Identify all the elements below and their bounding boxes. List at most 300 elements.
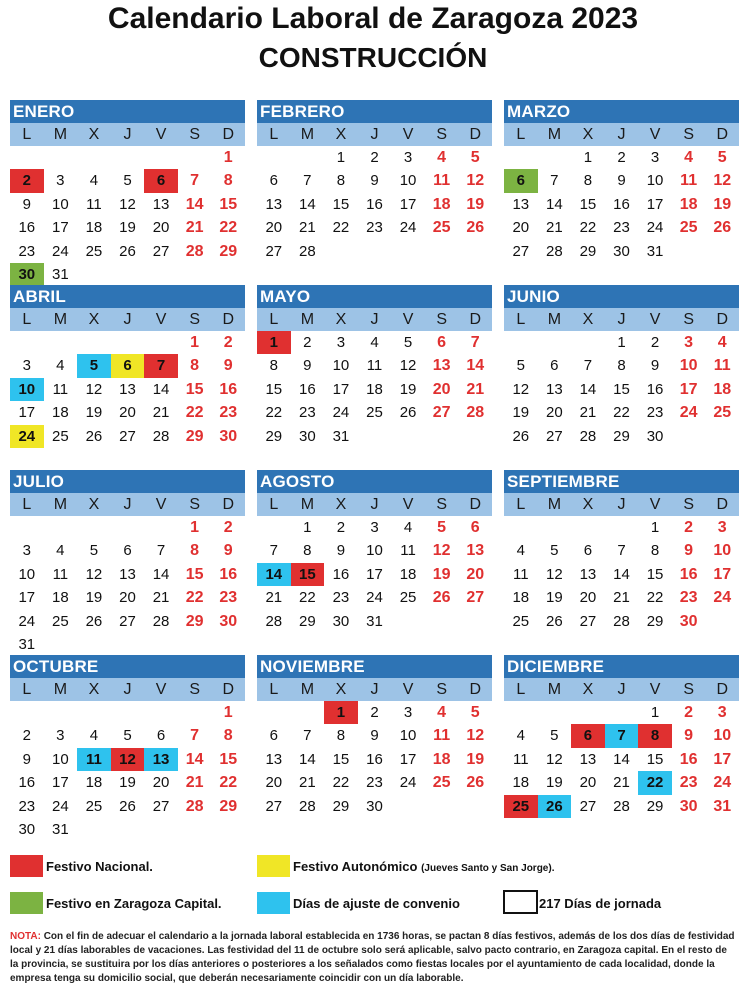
day-cell: 10 [52,750,69,768]
empty-cell [504,331,538,354]
empty-cell [538,516,572,539]
month-name: ABRIL [10,285,245,308]
day-cell: 16 [18,219,36,237]
day-cell: 14 [546,195,563,213]
day-cell: 19 [399,380,417,398]
day-cell: 25 [52,427,69,445]
day-cell: 23 [299,404,316,422]
day-cell: 22 [579,219,597,237]
day-cell: 27 [265,797,283,815]
legend-swatch-nacional [10,855,43,877]
day-cell: 23 [613,219,630,237]
month-diciembre [504,655,739,818]
day-cell: 18 [366,380,383,398]
day-cell: 3 [56,172,65,190]
weekday-header [10,123,245,146]
empty-cell [77,331,111,354]
day-cell: 29 [646,612,664,630]
day-cell: 23 [332,589,350,607]
day-cell: 1 [190,519,200,536]
month-name: NOVIEMBRE [257,655,492,678]
day-cell: 28 [152,427,170,445]
month-febrero [257,100,492,263]
day-grid [257,516,492,633]
day-cell: 29 [185,612,204,630]
weekday-label: S [436,311,448,328]
day-cell: 2 [223,334,233,351]
day-cell: 26 [85,612,103,630]
day-cell: 7 [190,172,200,190]
empty-cell [10,146,44,169]
day-cell: 16 [332,565,350,583]
month-enero [10,100,245,286]
weekday-label: V [649,311,661,328]
day-cell: 21 [299,219,316,237]
day-grid [10,331,245,448]
day-cell: 12 [85,380,103,398]
day-cell: 22 [219,774,238,792]
empty-cell [111,331,145,354]
day-cell: 10 [646,172,664,190]
day-cell: 19 [432,565,451,583]
day-cell: 31 [52,265,69,283]
day-cell: 6 [111,354,145,377]
day-cell: 1 [223,704,233,721]
weekday-header [257,493,492,516]
day-cell: 18 [432,195,451,213]
page-title: Calendario Laboral de Zaragoza 2023 [107,2,639,35]
day-cell: 11 [680,172,698,190]
day-cell: 9 [223,357,233,375]
day-cell: 11 [86,195,102,213]
day-cell: 15 [185,565,204,583]
day-cell: 24 [713,589,732,607]
day-cell: 30 [18,820,36,838]
weekday-label: L [22,496,32,513]
day-cell: 18 [52,404,69,422]
day-cell: 1 [257,331,291,354]
weekday-label: J [123,311,132,328]
day-cell: 10 [399,172,417,190]
weekday-label: J [123,681,132,698]
weekday-label: J [123,496,132,513]
day-cell: 6 [571,724,605,747]
empty-cell [77,146,111,169]
day-cell: 11 [52,380,69,398]
day-cell: 9 [370,172,379,190]
day-cell: 8 [336,172,346,190]
day-cell: 28 [152,612,170,630]
weekday-label: X [582,681,594,698]
day-grid [504,701,739,818]
day-cell: 22 [638,771,672,794]
day-cell: 24 [52,797,69,815]
day-cell: 24 [713,774,732,792]
weekday-label: L [22,681,32,698]
weekday-label: D [716,311,729,328]
day-cell: 5 [77,354,111,377]
day-cell: 24 [18,612,36,630]
day-cell: 1 [583,149,593,166]
weekday-label: X [88,311,100,328]
day-cell: 15 [579,195,597,213]
day-cell: 7 [617,542,626,560]
day-cell: 5 [470,704,480,721]
weekday-label: D [716,681,729,698]
empty-cell [144,701,178,724]
weekday-label: L [269,496,279,513]
day-cell: 26 [713,219,732,237]
empty-cell [257,516,291,539]
empty-cell [10,701,44,724]
day-cell: 16 [366,750,383,768]
day-cell: 23 [219,589,238,607]
day-cell: 12 [713,172,732,190]
weekday-label: L [269,681,279,698]
day-cell: 19 [546,774,563,792]
weekday-label: D [469,496,482,513]
day-cell: 24 [399,219,417,237]
day-cell: 8 [336,727,346,745]
day-cell: 13 [119,565,136,583]
day-cell: 29 [579,242,597,260]
day-cell: 1 [190,334,200,351]
day-cell: 4 [370,334,379,351]
day-cell: 14 [152,380,170,398]
day-cell: 17 [646,195,664,213]
day-cell: 18 [512,774,530,792]
empty-cell [571,701,605,724]
day-cell: 17 [18,589,36,607]
empty-cell [291,146,325,169]
footnote [10,930,738,986]
day-cell: 2 [223,519,233,536]
day-cell: 13 [265,195,283,213]
day-cell: 16 [18,774,36,792]
legend-swatch-jornada [503,890,538,914]
day-cell: 7 [303,172,312,190]
weekday-label: L [516,311,526,328]
day-cell: 1 [650,519,660,536]
day-cell: 4 [56,357,65,375]
day-cell: 17 [399,195,417,213]
day-cell: 3 [684,334,694,351]
day-cell: 7 [550,172,559,190]
day-cell: 15 [185,380,204,398]
weekday-label: V [402,311,414,328]
day-cell: 24 [679,404,698,422]
month-name: FEBRERO [257,100,492,123]
day-cell: 21 [185,774,204,792]
day-cell: 9 [684,542,694,560]
day-cell: 17 [399,750,417,768]
weekday-label: S [189,311,201,328]
day-cell: 15 [646,750,664,768]
day-cell: 17 [713,565,732,583]
day-cell: 27 [152,242,170,260]
month-name: DICIEMBRE [504,655,739,678]
day-grid [257,701,492,818]
day-cell: 6 [123,542,132,560]
day-cell: 23 [366,774,383,792]
weekday-label: M [547,126,562,143]
day-grid [257,146,492,263]
weekday-label: V [155,681,167,698]
weekday-header [504,678,739,701]
day-cell: 1 [617,334,626,351]
day-cell: 27 [265,242,283,260]
day-cell: 25 [679,219,698,237]
month-julio [10,470,245,656]
day-cell: 21 [152,404,170,422]
day-cell: 26 [466,219,485,237]
empty-cell [111,516,145,539]
day-cell: 19 [512,404,530,422]
day-cell: 5 [550,727,559,745]
day-cell: 2 [22,727,31,745]
month-name: SEPTIEMBRE [504,470,739,493]
day-cell: 24 [52,242,69,260]
day-cell: 15 [613,380,630,398]
day-cell: 29 [299,612,316,630]
day-cell: 25 [399,589,417,607]
day-cell: 25 [432,219,451,237]
day-cell: 4 [684,149,694,166]
day-cell: 18 [713,380,732,398]
day-cell: 11 [52,565,69,583]
day-cell: 2 [370,149,379,166]
day-cell: 17 [713,750,732,768]
month-noviembre [257,655,492,818]
day-cell: 28 [613,797,630,815]
day-cell: 7 [144,354,178,377]
day-cell: 6 [437,334,447,351]
day-cell: 17 [679,380,698,398]
weekday-label: S [436,681,448,698]
empty-cell [10,331,44,354]
day-cell: 29 [219,797,238,815]
day-cell: 12 [466,172,485,190]
day-cell: 29 [332,797,350,815]
day-cell: 6 [504,169,538,192]
weekday-label: X [582,126,594,143]
day-cell: 13 [152,195,170,213]
legend-swatch-autonomico [257,855,290,877]
day-cell: 16 [646,380,664,398]
empty-cell [504,701,538,724]
day-cell: 6 [269,172,278,190]
day-cell: 24 [332,404,350,422]
weekday-header [10,308,245,331]
day-cell: 1 [223,149,233,166]
weekday-label: D [222,126,235,143]
day-cell: 1 [336,149,346,166]
day-cell: 18 [52,589,69,607]
weekday-label: J [617,311,626,328]
day-cell: 10 [366,542,383,560]
day-cell: 7 [583,357,593,375]
weekday-label: D [716,126,729,143]
day-cell: 26 [119,797,136,815]
day-cell: 4 [717,334,727,351]
day-cell: 7 [156,542,166,560]
weekday-header [257,123,492,146]
day-cell: 8 [617,357,626,375]
day-cell: 14 [257,563,291,586]
day-cell: 19 [466,195,485,213]
empty-cell [144,331,178,354]
day-cell: 1 [650,704,660,721]
day-cell: 17 [332,380,350,398]
day-cell: 21 [185,219,204,237]
day-cell: 21 [265,589,283,607]
day-cell: 8 [303,542,312,560]
day-cell: 13 [119,380,136,398]
day-cell: 11 [366,357,383,375]
day-cell: 19 [713,195,732,213]
weekday-label: M [53,681,68,698]
weekday-label: L [22,126,32,143]
weekday-header [504,123,739,146]
day-cell: 8 [638,724,672,747]
day-cell: 6 [269,727,278,745]
day-cell: 2 [336,519,346,536]
day-cell: 13 [265,750,283,768]
day-cell: 24 [366,589,383,607]
day-cell: 31 [366,612,383,630]
day-cell: 2 [684,704,694,721]
day-cell: 29 [265,427,283,445]
day-cell: 12 [466,727,485,745]
weekday-label: D [469,126,482,143]
weekday-label: D [716,496,729,513]
day-cell: 9 [617,172,626,190]
day-cell: 14 [466,357,485,375]
day-cell: 11 [400,542,416,560]
weekday-label: X [335,126,347,143]
day-cell: 7 [605,724,639,747]
weekday-label: L [269,126,279,143]
day-cell: 8 [650,542,660,560]
weekday-label: D [222,311,235,328]
weekday-header [504,493,739,516]
day-cell: 25 [504,795,538,818]
weekday-label: L [269,311,279,328]
legend-label-autonomico [293,859,554,874]
day-cell: 20 [579,774,597,792]
weekday-label: S [436,126,448,143]
weekday-label: M [53,126,68,143]
day-cell: 20 [265,219,283,237]
day-grid [10,516,245,656]
day-cell: 27 [466,589,485,607]
day-cell: 10 [10,378,44,401]
day-cell: 23 [679,774,698,792]
day-cell: 2 [370,704,379,721]
weekday-label: S [683,311,695,328]
day-cell: 26 [85,427,103,445]
weekday-label: X [88,126,100,143]
day-cell: 5 [717,149,727,166]
weekday-label: V [649,681,661,698]
day-cell: 20 [512,219,530,237]
day-cell: 5 [470,149,480,166]
day-cell: 3 [336,334,346,351]
day-cell: 22 [332,774,350,792]
day-cell: 10 [52,195,69,213]
day-cell: 27 [579,797,597,815]
day-cell: 25 [85,797,103,815]
day-cell: 15 [219,195,238,213]
day-cell: 30 [613,242,630,260]
day-cell: 26 [466,774,485,792]
day-cell: 5 [437,519,447,536]
day-cell: 16 [613,195,630,213]
weekday-label: V [155,311,167,328]
day-cell: 25 [713,404,732,422]
day-cell: 31 [18,635,36,653]
day-cell: 12 [85,565,103,583]
empty-cell [605,516,639,539]
day-cell: 23 [679,589,698,607]
weekday-label: M [547,496,562,513]
day-cell: 28 [546,242,563,260]
month-name: ENERO [10,100,245,123]
day-cell: 8 [269,357,278,375]
weekday-label: X [88,496,100,513]
day-cell: 30 [332,612,350,630]
day-cell: 26 [512,427,530,445]
day-cell: 28 [299,797,316,815]
day-cell: 29 [219,242,238,260]
month-agosto [257,470,492,633]
legend-autonomico-note: (Jueves Santo y San Jorge). [421,863,555,874]
weekday-label: S [189,496,201,513]
day-cell: 3 [22,542,31,560]
month-mayo [257,285,492,448]
day-cell: 22 [646,589,664,607]
day-cell: 28 [265,612,283,630]
day-cell: 8 [190,357,200,375]
day-cell: 22 [219,219,238,237]
weekday-label: X [582,311,594,328]
day-cell: 28 [185,797,204,815]
day-cell: 6 [550,357,559,375]
day-cell: 21 [579,404,597,422]
day-cell: 29 [613,427,630,445]
day-cell: 27 [119,612,136,630]
day-cell: 13 [144,748,178,771]
empty-cell [257,701,291,724]
weekday-label: S [683,126,695,143]
day-cell: 20 [152,774,170,792]
day-cell: 24 [646,219,664,237]
empty-cell [144,146,178,169]
empty-cell [111,701,145,724]
day-cell: 20 [119,404,136,422]
day-cell: 14 [613,750,630,768]
weekday-label: M [547,311,562,328]
empty-cell [504,146,538,169]
month-name: JULIO [10,470,245,493]
day-cell: 3 [403,704,413,721]
day-cell: 23 [646,404,664,422]
weekday-label: M [300,681,315,698]
day-cell: 2 [650,334,660,351]
weekday-label: M [53,496,68,513]
footnote-text: Con el fin de adecuar el calendario a la jornada laboral establecida en 1736 horas, se pactan 8 días festivos, además de los dos días de festividad local y 21 días laborables de vacaciones. Las festividad del 11 de octubre solo será aplicable, salvo pacto contrario, en Zaragoza capital. En el resto de la provincia, se sustituira por los días anteriores o posteriores a los señalados como fiestas locales por el ayuntamiento de cada localidad, donde la empresa tenga su domicilio social, que deberán necesariamente coincidir con un día laborable. [10,931,735,984]
day-cell: 15 [332,195,350,213]
